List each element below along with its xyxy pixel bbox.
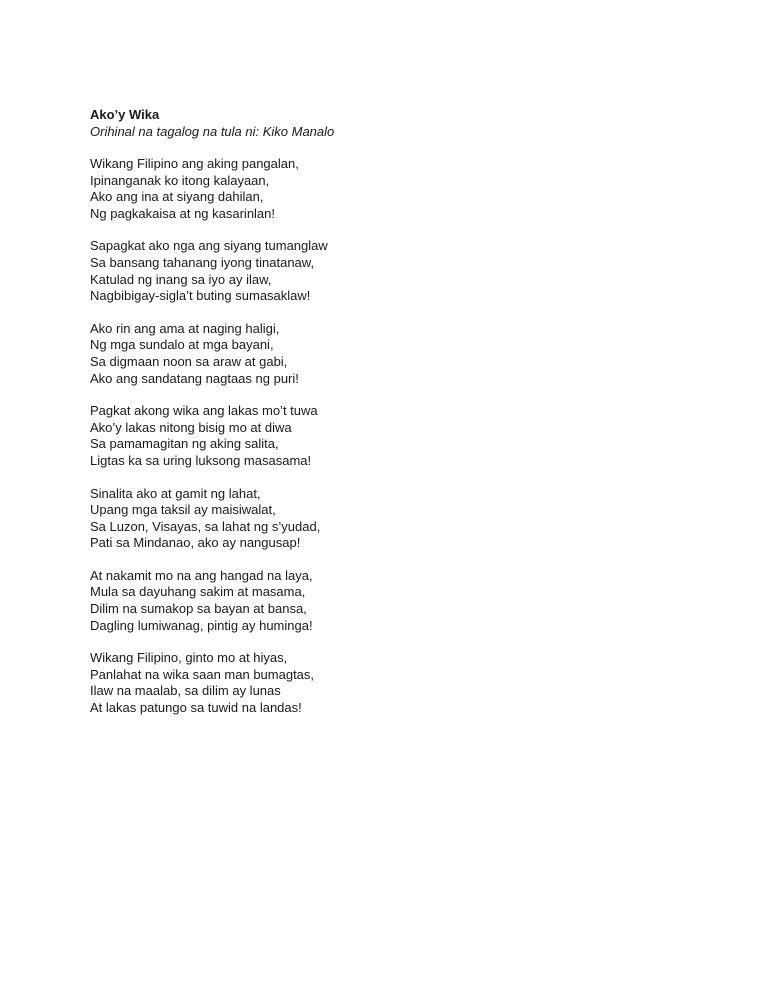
poem-line: Dilim na sumakop sa bayan at bansa, — [90, 601, 307, 617]
stanza-2 — [90, 238, 690, 304]
stanza-6 — [90, 568, 690, 634]
poem-line: Sa digmaan noon sa araw at gabi, — [90, 353, 288, 369]
poem-line: Ako ang ina at siyang dahilan, — [90, 189, 264, 205]
poem-line: Nagbibigay-sigla’t buting sumasaklaw! — [90, 288, 311, 304]
poem-line: Upang mga taksil ay maisiwalat, — [90, 502, 276, 518]
poem-line: Katulad ng inang sa iyo ay ilaw, — [90, 271, 272, 287]
poem-line: Dagling lumiwanag, pintig ay huminga! — [90, 617, 313, 633]
poem-line: Ako rin ang ama at naging haligi, — [90, 320, 280, 336]
poem-line: Pagkat akong wika ang lakas mo’t tuwa — [90, 403, 318, 419]
poem-line: Sa Luzon, Visayas, sa lahat ng s’yudad, — [90, 518, 321, 534]
poem-line: Ako ang sandatang nagtaas ng puri! — [90, 370, 299, 386]
poem-title: Ako’y Wika — [90, 107, 160, 122]
poem-line: At nakamit mo na ang hangad na laya, — [90, 567, 313, 583]
poem-subtitle: Orihinal na tagalog na tula ni: Kiko Manalo — [90, 124, 335, 139]
poem-content — [90, 106, 690, 733]
poem-line: Sa pamamagitan ng aking salita, — [90, 436, 279, 452]
poem-line: Ako’y lakas nitong bisig mo at diwa — [90, 419, 292, 435]
poem-line: Wikang Filipino ang aking pangalan, — [90, 156, 299, 171]
poem-line: Ng pagkakaisa at ng kasarinlan! — [90, 205, 276, 221]
poem-line: At lakas patungo sa tuwid na landas! — [90, 700, 302, 716]
poem-line: Sa bansang tahanang iyong tinatanaw, — [90, 254, 315, 270]
poem-line: Ilaw na maalab, sa dilim ay lunas — [90, 683, 281, 699]
stanza-5 — [90, 486, 690, 552]
poem-line: Ng mga sundalo at mga bayani, — [90, 337, 274, 353]
poem-line: Mula sa dayuhang sakim at masama, — [90, 584, 306, 600]
poem-line: Pati sa Mindanao, ako ay nangusap! — [90, 535, 301, 551]
poem-line: Panlahat na wika saan man bumagtas, — [90, 666, 315, 682]
poem-line: Sinalita ako at gamit ng lahat, — [90, 485, 261, 501]
poem-line: Ligtas ka sa uring luksong masasama! — [90, 452, 312, 468]
stanza-4 — [90, 403, 690, 469]
poem-line: Sapagkat ako nga ang siyang tumanglaw — [90, 238, 328, 254]
poem-line: Wikang Filipino, ginto mo at hiyas, — [90, 650, 288, 666]
poem-line: Ipinanganak ko itong kalayaan, — [90, 172, 270, 188]
stanza-3 — [90, 321, 690, 387]
stanza-7 — [90, 650, 690, 716]
stanza-1 — [90, 156, 690, 222]
